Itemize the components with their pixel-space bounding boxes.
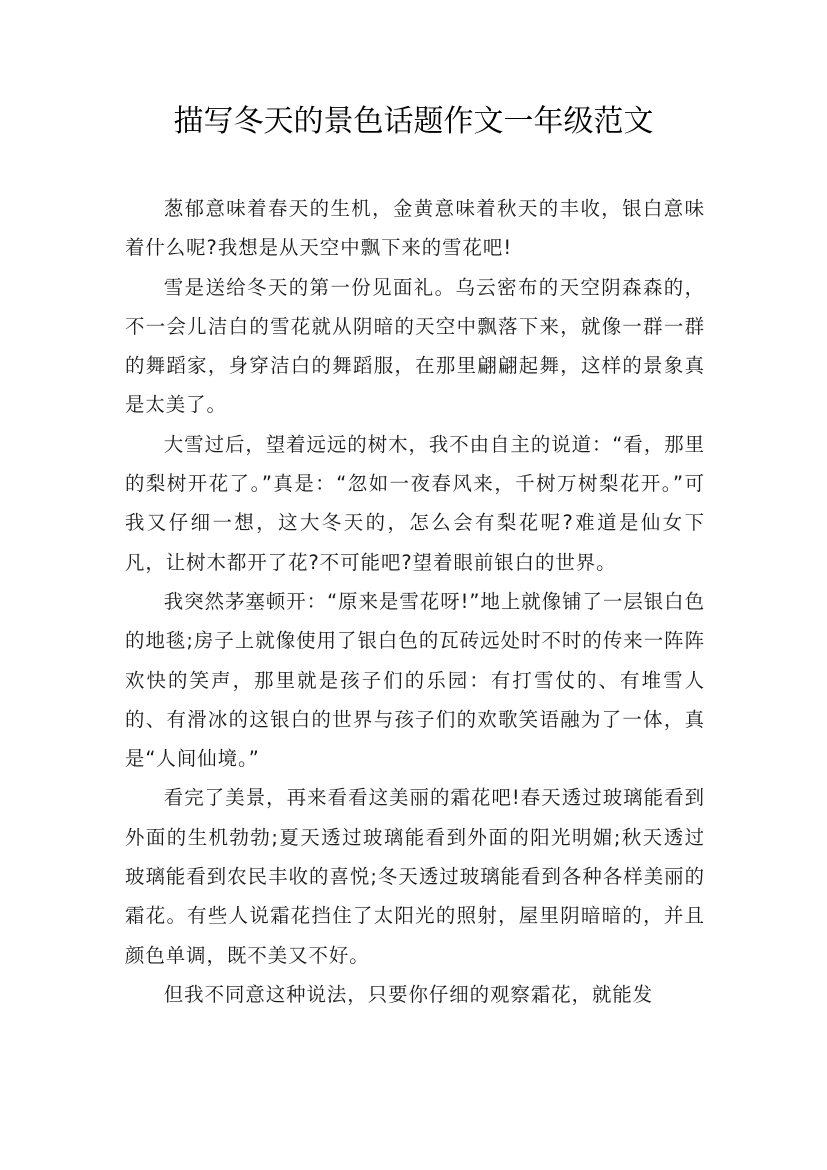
document-title: 描写冬天的景色话题作文一年级范文 — [173, 104, 654, 139]
paragraph: 看完了美景，再来看看这美丽的霜花吧!春天透过玻璃能看到外面的生机勃勃;夏天透过玻璃能看到外面的阳光明媚;秋天透过玻璃能看到农民丰收的喜悦;冬天透过玻璃能看到各种各样美丽的霜花。有些人说霜花挡住了太阳光的照射，屋里阴暗暗的，并且颜色单调，既不美又不好。 — [125, 786, 705, 967]
document-body — [125, 189, 705, 1014]
paragraph: 葱郁意味着春天的生机，金黄意味着秋天的丰收，银白意味着什么呢?我想是从天空中飘下来的雪花吧! — [125, 197, 705, 260]
paragraph: 大雪过后，望着远远的树木，我不由自主的说道：“看，那里的梨树开花了。”真是：“忽如一夜春风来，千树万树梨花开。”可我又仔细一想，这大冬天的，怎么会有梨花呢?难道是仙女下凡，让树木都开了花?不可能吧?望着眼前银白的世界。 — [125, 432, 705, 574]
paragraph: 雪是送给冬天的第一份见面礼。乌云密布的天空阴森森的，不一会儿洁白的雪花就从阴暗的天空中飘落下来，就像一群一群的舞蹈家，身穿洁白的舞蹈服，在那里翩翩起舞，这样的景象真是太美了。 — [125, 275, 705, 417]
paragraph: 我突然茅塞顿开：“原来是雪花呀!”地上就像铺了一层银白色的地毯;房子上就像使用了银白色的瓦砖远处时不时的传来一阵阵欢快的笑声，那里就是孩子们的乐园：有打雪仗的、有堆雪人的、有滑冰的这银白的世界与孩子们的欢歌笑语融为了一体，真是“人间仙境。” — [125, 589, 705, 771]
paragraph: 但我不同意这种说法，只要你仔细的观察霜花，就能发 — [163, 982, 654, 1006]
